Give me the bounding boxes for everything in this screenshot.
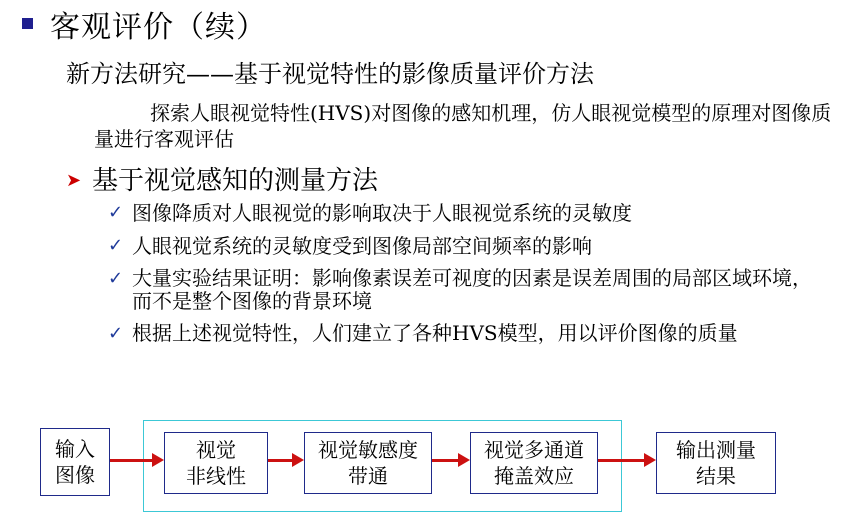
flow-arrow (432, 459, 460, 462)
box-label: 输入 图像 (55, 437, 95, 487)
box-label: 视觉 非线性 (186, 438, 246, 488)
box-label: 视觉敏感度 带通 (318, 438, 418, 488)
list-item (108, 234, 828, 258)
box-label: 视觉多通道 掩盖效应 (484, 438, 584, 488)
intro-text: 探索人眼视觉特性(HVS)对图像的感知机理，仿人眼视觉模型的原理对图像质量进行客观评估 (94, 101, 832, 151)
check-icon: ✓ (108, 202, 124, 223)
list-item (108, 322, 828, 345)
box-label: 输出测量 结果 (676, 438, 756, 488)
list-item-text: 图像降质对人眼视觉的影响取决于人眼视觉系统的灵敏度 (132, 201, 632, 225)
flow-arrow (598, 459, 646, 462)
arrow-bullet-icon: ➤ (66, 170, 82, 191)
multichannel-masking-box (470, 432, 598, 494)
list-item-text: 大量实验结果证明：影响像素误差可视度的因素是误差周围的局部区域环境，而不是整个图像的背景环境 (132, 266, 812, 313)
input-image-box (40, 428, 110, 496)
sensitivity-bandpass-box (304, 432, 432, 494)
square-bullet-icon (22, 18, 33, 29)
flow-arrow (110, 459, 154, 462)
flow-arrow (268, 459, 294, 462)
page-subtitle: 新方法研究——基于视觉特性的影像质量评价方法 (66, 60, 594, 88)
check-icon: ✓ (108, 268, 124, 289)
output-result-box (656, 432, 776, 494)
list-item (108, 267, 828, 313)
hvs-flow-diagram (0, 418, 853, 508)
bullet-list (108, 201, 828, 354)
page-title: 客观评价（续） (50, 10, 267, 45)
check-icon: ✓ (108, 235, 124, 256)
section-heading: 基于视觉感知的测量方法 (92, 166, 379, 196)
visual-nonlinearity-box (164, 432, 268, 494)
list-item-text: 人眼视觉系统的灵敏度受到图像局部空间频率的影响 (132, 234, 592, 258)
check-icon: ✓ (108, 323, 124, 344)
intro-paragraph (94, 100, 834, 152)
list-item (108, 201, 828, 225)
list-item-text: 根据上述视觉特性，人们建立了各种HVS模型，用以评价图像的质量 (132, 321, 738, 345)
